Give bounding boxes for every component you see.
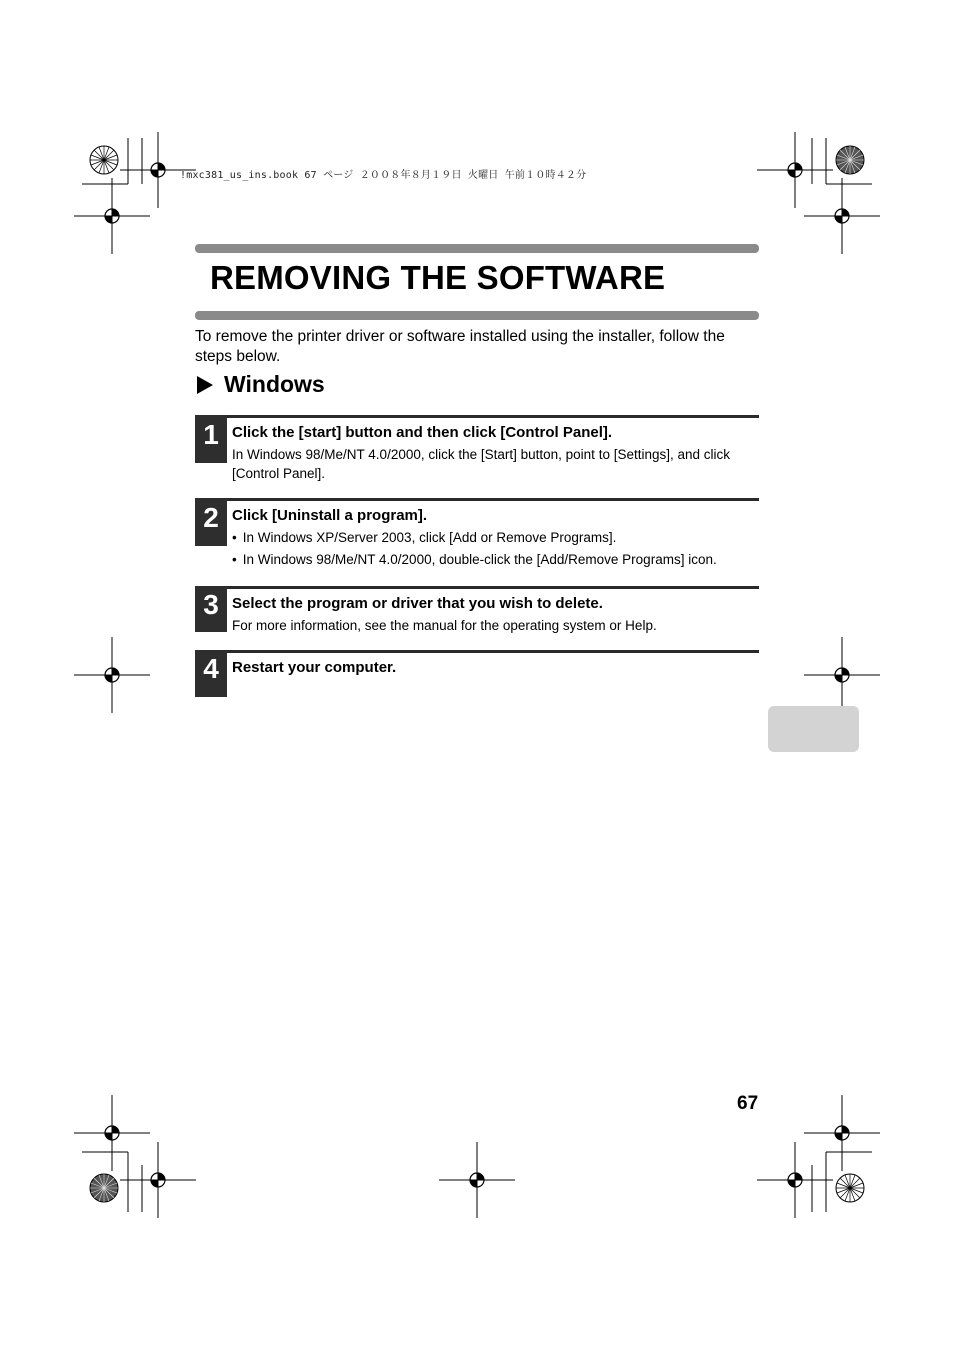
intro-paragraph: To remove the printer driver or software installed using the installer, follow the steps below. (195, 328, 725, 365)
step-title: Click the [start] button and then click [Control Panel]. (232, 424, 613, 441)
title-bar-bottom (195, 311, 759, 320)
list-item: • In Windows 98/Me/NT 4.0/2000, double-click the [Add/Remove Programs] icon. (232, 549, 717, 571)
step-title: Click [Uninstall a program]. (232, 507, 428, 524)
step-3 (195, 586, 759, 636)
step-rule (195, 498, 759, 501)
step-2 (195, 498, 759, 573)
section-title: Windows (224, 371, 325, 397)
page-title: REMOVING THE SOFTWARE (210, 259, 666, 296)
page-number: 67 (737, 1093, 759, 1114)
print-header-stamp: !mxc381_us_ins.book 67 ページ ２００８年８月１９日 火曜日 午前１０時４２分 (180, 170, 587, 181)
step-4 (195, 650, 759, 698)
triangle-bullet-icon (197, 376, 213, 394)
step-title: Restart your computer. (232, 659, 397, 676)
step-number: 4 (195, 650, 227, 697)
section-heading (195, 371, 325, 398)
step-description: For more information, see the manual for the operating system or Help. (232, 618, 657, 633)
chapter-side-tab (768, 706, 859, 752)
step-1 (195, 415, 759, 485)
step-rule (195, 415, 759, 418)
step-description: In Windows 98/Me/NT 4.0/2000, click the [Start] button, point to [Settings], and click [Control Panel]. (232, 447, 731, 481)
step-bullets (232, 527, 717, 571)
step-number: 3 (195, 586, 227, 632)
step-number: 2 (195, 498, 227, 546)
step-rule (195, 650, 759, 653)
step-rule (195, 586, 759, 589)
list-item: • In Windows XP/Server 2003, click [Add or Remove Programs]. (232, 527, 717, 549)
title-bar-top (195, 244, 759, 253)
step-number: 1 (195, 415, 227, 463)
step-title: Select the program or driver that you wish to delete. (232, 595, 603, 612)
